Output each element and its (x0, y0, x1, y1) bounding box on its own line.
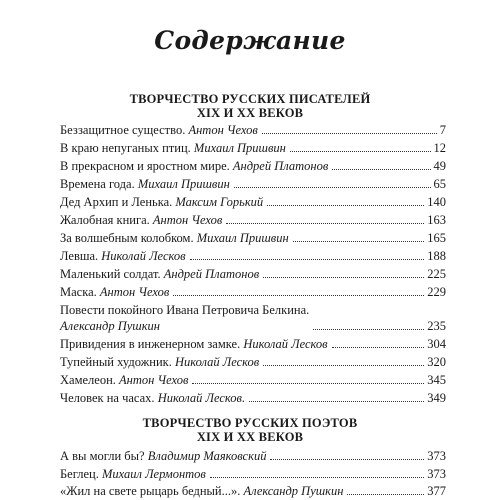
dot-leader (313, 329, 424, 330)
toc-entry[interactable] (60, 388, 446, 406)
section-heading-line1: ТВОРЧЕСТВО РУССКИХ ПИСАТЕЛЕЙ (129, 92, 371, 106)
entry-title: Дед Архип и Ленька. (60, 195, 173, 209)
dot-leader (226, 223, 424, 224)
entry-title: Левша. (60, 249, 99, 263)
toc-entry[interactable] (60, 464, 446, 482)
entry-title: В краю непуганых птиц. (60, 141, 191, 155)
section-heading-poets (60, 416, 440, 444)
page-title: Содержание (154, 26, 346, 55)
dot-leader (190, 259, 425, 260)
dot-leader (263, 365, 424, 366)
toc-entry[interactable] (60, 246, 446, 264)
entry-page: 345 (427, 373, 446, 387)
dot-leader (249, 401, 424, 402)
entry-page: 12 (433, 141, 446, 155)
dot-leader (234, 187, 431, 188)
entry-title: Повести покойного Ивана Петровича Белкина. (60, 303, 310, 317)
entry-page: 65 (433, 177, 446, 191)
section-heading-line1: ТВОРЧЕСТВО РУССКИХ ПОЭТОВ (142, 416, 358, 430)
toc-entry[interactable] (60, 210, 446, 228)
dot-leader (262, 133, 437, 134)
entry-author: Антон Чехов (99, 285, 170, 299)
entry-author: Антон Чехов (152, 213, 223, 227)
entry-title: Маска. (60, 285, 97, 299)
entry-page: 373 (427, 449, 446, 463)
dot-leader (270, 459, 424, 460)
entry-title: За волшебным колобком. (60, 231, 194, 245)
entry-title: Хамелеон. (60, 373, 116, 387)
dot-leader (347, 494, 424, 495)
entry-author: Андрей Платонов (232, 159, 329, 173)
toc-entry[interactable] (60, 446, 446, 464)
dot-leader (332, 169, 430, 170)
entry-author: Антон Чехов (119, 373, 189, 387)
entry-page: 165 (427, 231, 446, 245)
toc-entry[interactable] (60, 138, 446, 156)
entry-author: Николай Лесков. (157, 391, 246, 405)
entry-author: Николай Лесков (243, 337, 328, 351)
entry-title: Маленький солдат. (60, 267, 161, 281)
entry-page: 235 (427, 319, 446, 333)
entry-page: 349 (427, 391, 446, 405)
entry-author: Владимир Маяковский (147, 449, 267, 463)
dot-leader (267, 205, 424, 206)
toc-entry[interactable] (60, 282, 446, 300)
entry-page: 225 (427, 267, 446, 281)
toc-entry[interactable] (60, 192, 446, 210)
entry-title: Жалобная книга. (60, 213, 150, 227)
entry-title: Времена года. (60, 177, 135, 191)
toc-entry[interactable] (60, 228, 446, 246)
entry-page: 304 (427, 337, 446, 351)
entry-author: Михаил Пришвин (193, 141, 286, 155)
entry-title: Привидения в инженерном замке. (60, 337, 241, 351)
section-heading-writers (60, 92, 440, 120)
entry-author: Антон Чехов (188, 123, 258, 137)
toc-entry[interactable] (60, 352, 446, 370)
section-heading-line2: XIX И XX ВЕКОВ (196, 106, 304, 120)
entry-page: 7 (439, 123, 446, 137)
dot-leader (290, 151, 431, 152)
entry-page: 373 (427, 467, 446, 481)
toc-entry[interactable] (60, 300, 446, 334)
toc-entry[interactable] (60, 174, 446, 192)
entry-author: Николай Лесков (101, 249, 186, 263)
entry-author: Михаил Пришвин (137, 177, 230, 191)
entry-page: 163 (427, 213, 446, 227)
toc-entry[interactable] (60, 370, 446, 388)
dot-leader (263, 277, 424, 278)
toc-entry[interactable] (60, 120, 446, 138)
entry-author: Максим Горький (175, 195, 264, 209)
entry-page: 377 (427, 484, 446, 498)
dot-leader (192, 383, 424, 384)
toc-entry[interactable] (60, 156, 446, 174)
dot-leader (332, 347, 425, 348)
entry-title: Беззащитное существо. (60, 123, 186, 137)
entry-author: Александр Пушкин (60, 319, 160, 333)
entry-title: Беглец. (60, 467, 99, 481)
section-heading-line2: XIX И XX ВЕКОВ (196, 430, 304, 444)
entry-author: Михаил Лермонтов (101, 467, 206, 481)
dot-leader (210, 477, 424, 478)
entry-page: 320 (427, 355, 446, 369)
entry-page: 49 (433, 159, 446, 173)
entry-title: А вы могли бы? (60, 449, 145, 463)
entry-page: 229 (427, 285, 446, 299)
entry-title: Тупейный художник. (60, 355, 172, 369)
entry-author: Михаил Пришвин (196, 231, 289, 245)
dot-leader (173, 295, 424, 296)
entry-title: Человек на часах. (60, 391, 155, 405)
entry-author: Николай Лесков (174, 355, 260, 369)
entry-author: Александр Пушкин (243, 484, 344, 498)
entry-page: 140 (427, 195, 446, 209)
toc-entry[interactable] (60, 334, 446, 352)
toc-entry[interactable] (60, 481, 446, 499)
entry-author: Андрей Платонов (163, 267, 260, 281)
entry-title: В прекрасном и яростном мире. (60, 159, 230, 173)
entry-page: 188 (427, 249, 446, 263)
toc-entry[interactable] (60, 264, 446, 282)
dot-leader (293, 241, 425, 242)
entry-title: «Жил на свете рыцарь бедный...». (60, 484, 241, 498)
